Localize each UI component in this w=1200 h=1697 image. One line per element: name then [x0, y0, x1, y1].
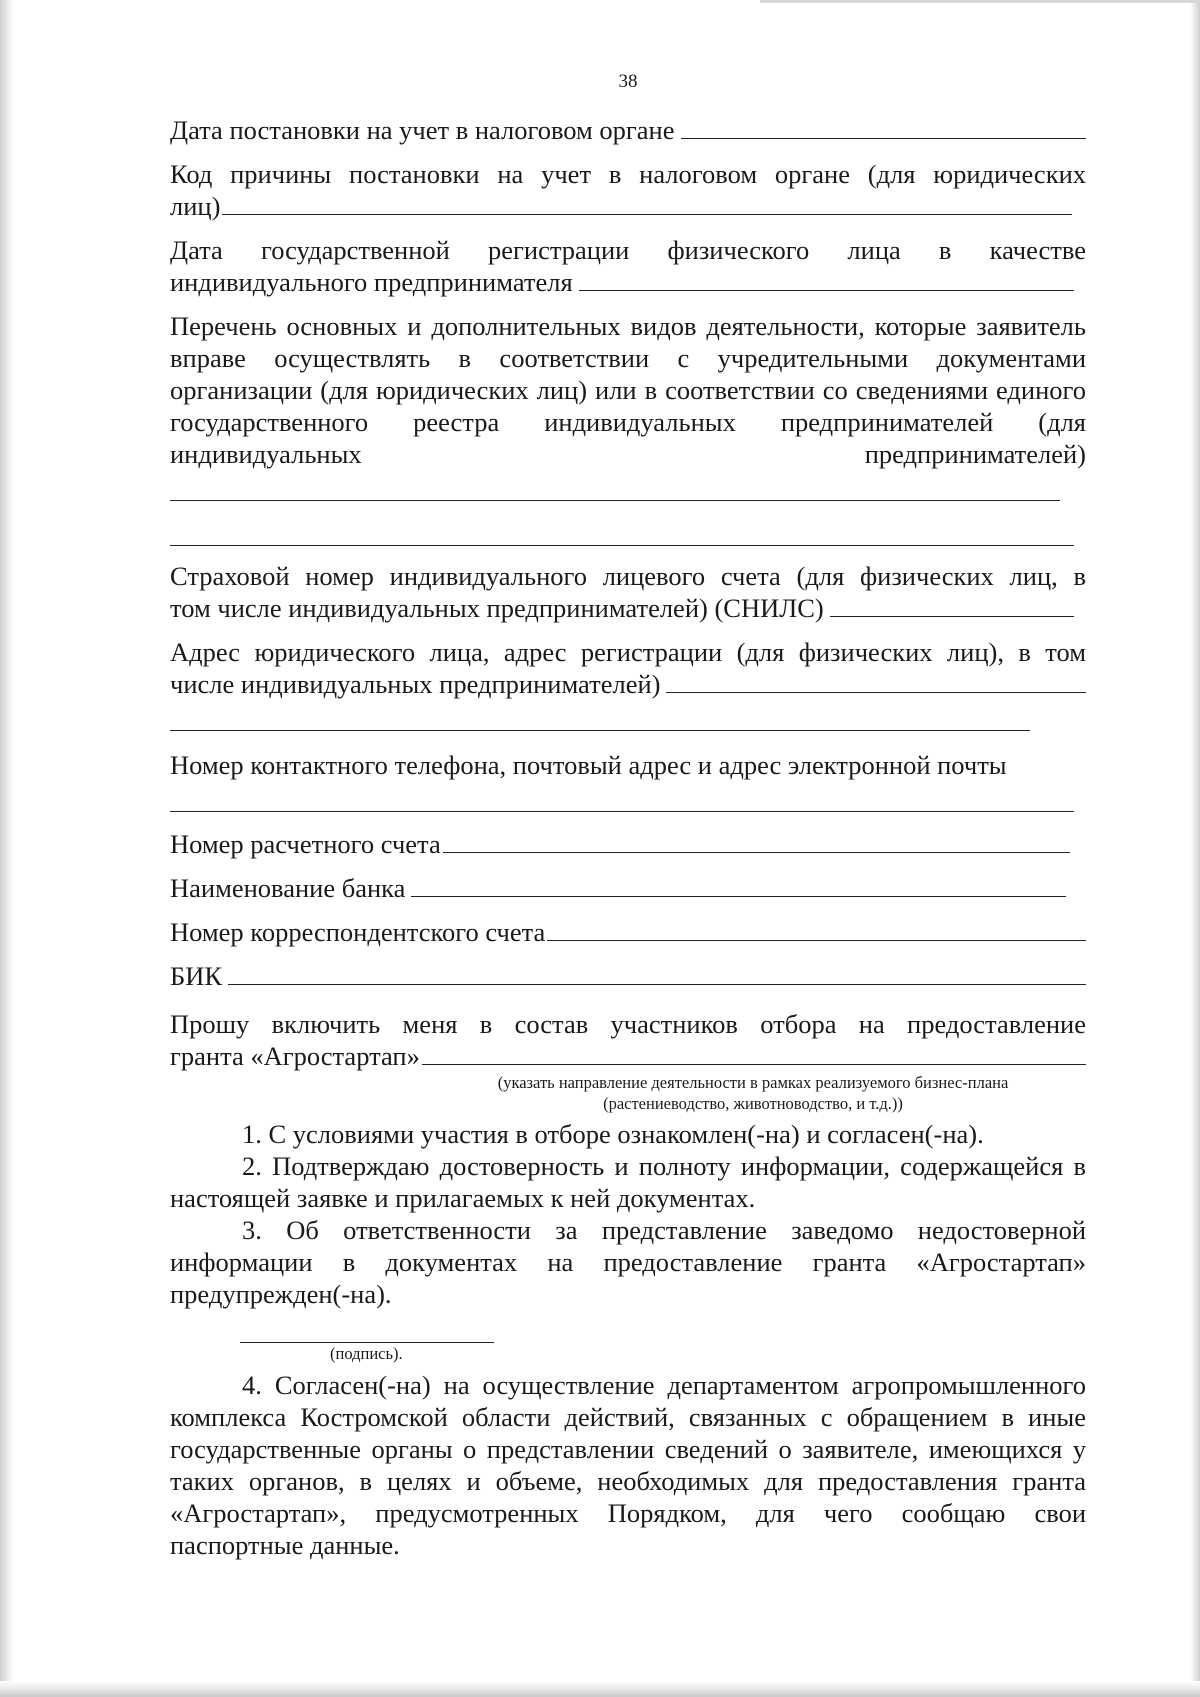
field-bank: [170, 872, 1086, 904]
field-label: БИК: [170, 961, 223, 991]
fill-line[interactable]: [422, 1063, 1086, 1065]
field-snils: [170, 560, 1086, 624]
fill-line[interactable]: [579, 289, 1074, 291]
request-block: [170, 1008, 1086, 1114]
statement-item: 4. Согласен(-на) на осуществление департаментом агропромышленного комплекса Костромской области действий, связанных с обращением в иные государственные органы о представлении сведений о заявителе, имеющихся у таких органов, в целях и объеме, необходимых для предоставления гранта «Агростартап», предусмотренных Порядком, для чего сообщаю свои паспортные данные.: [170, 1370, 1086, 1560]
field-label: Адрес юридического лица, адрес регистрации (для физических лиц), в том: [170, 637, 1086, 667]
request-hint: (указать направление деятельности в рамках реализуемого бизнес-плана: [497, 1073, 1009, 1092]
field-label: лиц): [170, 191, 221, 221]
field-activities: [170, 310, 1086, 546]
fill-line[interactable]: [443, 851, 1070, 853]
field-label: том числе индивидуальных предпринимателей) (СНИЛС): [170, 593, 824, 623]
field-label: Перечень основных и дополнительных видов деятельности, которые заявитель вправе осуществлять в соответствии с учредительными документами организации (для юридических лиц) или в соответствии со сведениями единого государственного реестра индивидуальных предпринимателей (для индивидуальных предпринимателей): [170, 311, 1086, 469]
signature-label: (подпись).: [330, 1344, 403, 1363]
field-label: Номер расчетного счета: [170, 829, 441, 859]
signature-line[interactable]: [240, 1320, 494, 1343]
scan-edge-left: [0, 0, 14, 1697]
field-tax-reg-date: [170, 114, 1086, 146]
signature-block: [170, 1320, 1086, 1365]
request-text: Прошу включить меня в состав участников отбора на предоставление: [170, 1009, 1086, 1039]
scan-edge-right: [1190, 0, 1200, 1697]
fill-line[interactable]: [170, 501, 1074, 546]
field-ip-registration: [170, 234, 1086, 298]
field-bik: [170, 960, 1086, 992]
scan-edge-top: [760, 0, 1200, 3]
request-hint: (растениеводство, животноводство, и т.д.)): [603, 1094, 903, 1113]
field-contacts: [170, 749, 1086, 812]
field-label: числе индивидуальных предпринимателей): [170, 669, 661, 699]
fill-line[interactable]: [830, 615, 1074, 617]
field-account: [170, 828, 1086, 860]
field-kpp: [170, 158, 1086, 222]
field-label: Страховой номер индивидуального лицевого счета (для физических лиц, в: [170, 561, 1086, 591]
fill-line[interactable]: [681, 137, 1087, 139]
field-label: Дата постановки на учет в налоговом органе: [170, 115, 675, 145]
fill-line[interactable]: [170, 700, 1030, 731]
fill-line[interactable]: [170, 781, 1074, 812]
fill-line[interactable]: [666, 691, 1086, 693]
field-label: Дата государственной регистрации физического лица в качестве: [170, 235, 1086, 265]
field-corr-account: [170, 916, 1086, 948]
field-label: Наименование банка: [170, 873, 406, 903]
field-label: индивидуального предпринимателя: [170, 267, 573, 297]
fill-line[interactable]: [547, 939, 1086, 941]
fill-line[interactable]: [411, 895, 1066, 897]
fill-line[interactable]: [222, 213, 1072, 215]
field-label: Код причины постановки на учет в налоговом органе (для юридических: [170, 159, 1086, 189]
field-address: [170, 636, 1086, 731]
fill-line[interactable]: [170, 470, 1060, 501]
field-label: Номер корреспондентского счета: [170, 917, 546, 947]
statements: [170, 1118, 1086, 1310]
statement-item: 1. С условиями участия в отборе ознакомлен(-на) и согласен(-на).: [242, 1119, 984, 1149]
document-page: [170, 62, 1086, 1561]
scan-edge-bottom: [0, 1681, 1200, 1697]
page-number: 38: [618, 71, 638, 92]
statement-item: 2. Подтверждаю достоверность и полноту информации, содержащейся в настоящей заявке и прилагаемых к ней документах.: [170, 1151, 1086, 1213]
statement-item: 3. Об ответственности за представление заведомо недостоверной информации в документах на предоставление гранта «Агростартап» предупрежден(-на).: [170, 1215, 1086, 1309]
request-text: гранта «Агростартап»: [170, 1041, 420, 1071]
fill-line[interactable]: [228, 983, 1086, 985]
field-label: Номер контактного телефона, почтовый адрес и адрес электронной почты: [170, 750, 1007, 780]
